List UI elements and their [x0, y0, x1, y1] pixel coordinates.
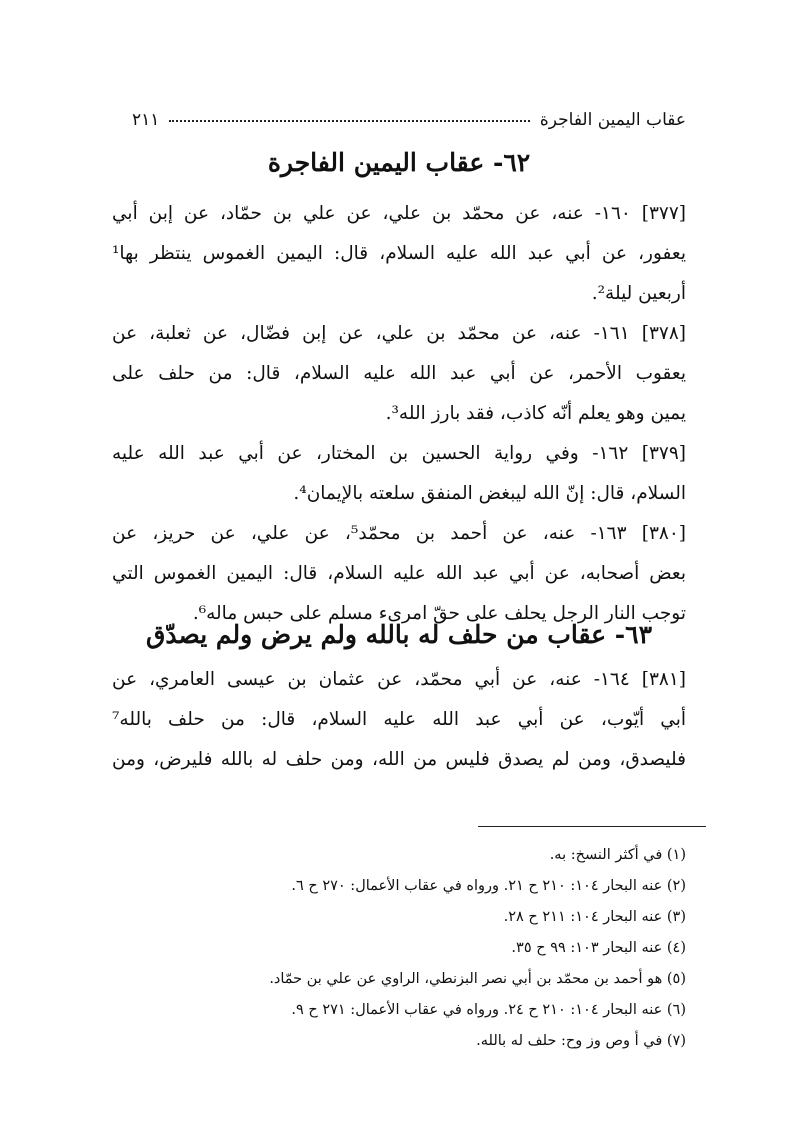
body-line: أبي أيّوب، عن أبي عبد الله عليه السلام، قال: من حلف بالله⁷ [112, 709, 686, 730]
body-line: يعقوب الأحمر، عن أبي عبد الله عليه السلام، قال: من حلف على [112, 363, 686, 384]
footnote: (٧) في أ وص وز وح: حلف له بالله. [476, 1033, 686, 1049]
body-line: [٣٧٧] ١٦٠- عنه، عن محمّد بن علي، عن علي بن حمّاد، عن إبن أبي [112, 203, 686, 224]
body-line: توجب النار الرجل يحلف على حقّ امرىء مسلم على حبس ماله⁶. [192, 603, 686, 624]
body-line: [٣٨٠] ١٦٣- عنه، عن أحمد بن محمّد⁵، عن علي، عن حريز، عن [112, 523, 686, 544]
body-line: [٣٨١] ١٦٤- عنه، عن أبي محمّد، عن عثمان بن عيسى العامري، عن [112, 669, 686, 690]
running-head [132, 96, 686, 130]
body-line: يعفور، عن أبي عبد الله عليه السلام، قال: اليمين الغموس ينتظر بها¹ [112, 243, 686, 264]
footnote: (٥) هو أحمد بن محمّد بن أبي نصر البزنطي، الراوي عن علي بن حمّاد. [269, 971, 686, 987]
footnote: (٢) عنه البحار ١٠٤: ٢١٠ ح ٢١. ورواه في عقاب الأعمال: ٢٧٠ ح ٦. [291, 878, 686, 894]
footnote: (٣) عنه البحار ١٠٤: ٢١١ ح ٢٨. [503, 909, 686, 925]
body-line: [٣٧٨] ١٦١- عنه، عن محمّد بن علي، عن إبن فضّال، عن ثعلبة، عن [112, 323, 686, 344]
dotted-leader [169, 120, 529, 122]
chapter-heading: ٦٢- عقاب اليمين الفاجرة [267, 148, 531, 177]
body-line: [٣٧٩] ١٦٢- وفي رواية الحسين بن المختار، عن أبي عبد الله عليه [112, 443, 686, 464]
chapter-heading: ٦٣- عقاب من حلف له بالله ولم يرض ولم يصدّق [146, 620, 652, 649]
footnote-separator [478, 826, 706, 827]
footnote: (٦) عنه البحار ١٠٤: ٢١٠ ح ٢٤. ورواه في عقاب الأعمال: ٢٧١ ح ٩. [291, 1002, 686, 1018]
footnote: (٤) عنه البحار ١٠٣: ٩٩ ح ٣٥. [511, 940, 686, 956]
running-head-title: عقاب اليمين الفاجرة [539, 110, 686, 130]
body-line: يمين وهو يعلم أنّه كاذب، فقد بارز الله³. [385, 403, 686, 424]
body-line: فليصدق، ومن لم يصدق فليس من الله، ومن حلف له بالله فليرض، ومن [112, 749, 686, 770]
body-line: أربعين ليلة². [591, 283, 686, 304]
footnote: (١) في أكثر النسخ: به. [549, 847, 686, 863]
body-line: السلام، قال: إنّ الله ليبغض المنفق سلعته بالإيمان⁴. [293, 483, 686, 504]
body-line: بعض أصحابه، عن أبي عبد الله عليه السلام، قال: اليمين الغموس التي [112, 563, 686, 584]
page-number: ٢١١ [132, 110, 160, 130]
